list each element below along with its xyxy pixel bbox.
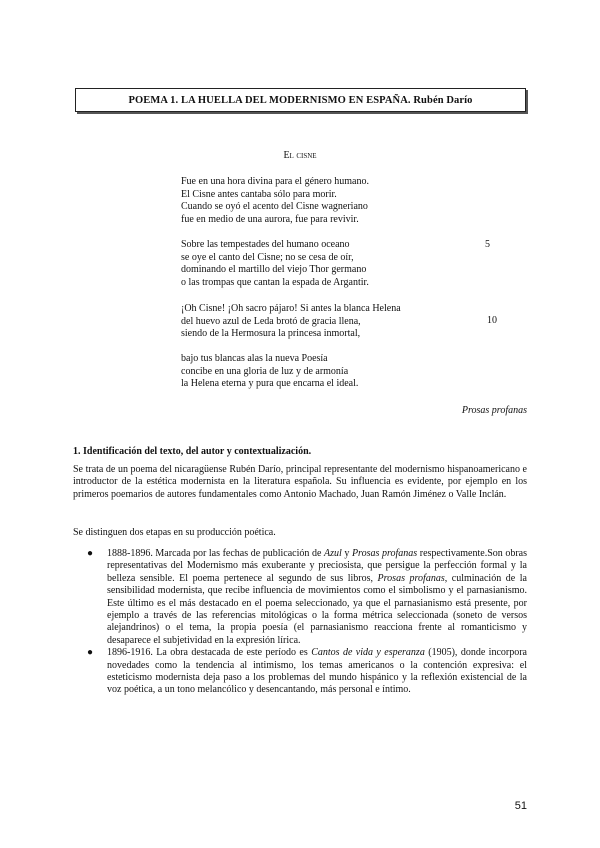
stages-paragraph: Se distinguen dos etapas en su producción poética. [73,527,276,538]
poem-stanza-2 [181,239,369,289]
poem-line: se oye el canto del Cisne; no se cesa de oír, [181,251,354,263]
line-number-5: 5 [485,239,490,250]
poem-line: la Helena eterna y pura que encarna el ideal. [181,378,359,390]
poem-line: Sobre las tempestades del humano oceano [181,239,350,250]
book-title: Azul [324,548,342,559]
book-title: Cantos de vida y esperanza [311,647,425,659]
bullet-text: 1896-1916. La obra destacada de este período es [107,647,312,659]
poem-line: o las trompas que cantan la espada de Argantir. [181,276,369,288]
intro-paragraph: Se trata de un poema del nicaragüense Rubén Darío, principal representante del modernismo hispanoamericano e introductor de la estética modernista en la literatura española. Su influencia es evidente, por ejemplo en los primeros poemarios de autores fundamentales como Antonio Machado, Juan Ramón Jiménez o Valle Inclán. [73,464,527,500]
bullet-text: 1888-1896. Marcada por las fechas de publicación de [107,548,324,559]
list-item [73,548,527,647]
poem-line: Cuando se oyó el acento del Cisne wagneriano [181,201,368,213]
poem-line: del huevo azul de Leda brotó de gracia llena, [181,315,361,327]
poem-stanza-4 [181,353,358,391]
line-number-10: 10 [487,315,497,326]
poem-line: siendo de la Hermosura la princesa inmortal, [181,328,361,340]
poem-line: bajo tus blancas alas la nueva Poesía [181,353,328,364]
list-item [73,647,527,697]
poem-line: ¡Oh Cisne! ¡Oh sacro pájaro! Si antes la blanca Helena [181,303,401,314]
section-title-box [75,88,526,112]
poem-title: El cisne [283,150,317,161]
stages-list [73,548,527,697]
bullet-icon: ● [87,548,94,559]
page-title: POEMA 1. LA HUELLA DEL MODERNISMO EN ESPAÑA. Rubén Darío [128,94,473,106]
poem-line: fue en medio de una aurora, fue para revivir. [181,213,359,225]
book-title: Prosas profanas [351,548,418,559]
poem-line: concibe en una gloria de luz y de armonía [181,365,349,377]
bullet-icon: ● [87,647,94,659]
poem-stanza-3 [181,303,401,341]
poem-source: Prosas profanas [461,405,527,416]
book-title: Prosas profanas [377,572,445,584]
poem-line: Fue en una hora divina para el género humano. [181,176,369,187]
poem-stanza-1 [181,176,369,226]
bullet-text: (1905), donde incorpora novedades como la tendencia al intimismo, los temas americanos o la contención expresiva: el esteticismo modernista deja paso a los problemas del mundo hispánico y la reflexión existencial de la voz poética, a un tono melancólico y desencantando, más personal e íntimo. [107,647,527,696]
bullet-text: respectivamente.Son obras representativas del Modernismo más exuberante y preciosista, que persigue la perfección formal y la belleza sensible. El poema pertenece al segundo de sus libros, [107,548,528,584]
poem-line: dominando el martillo del viejo Thor germano [181,264,367,276]
section-heading: 1. Identificación del texto, del autor y contextualización. [73,446,312,457]
page-number: 51 [514,800,527,812]
poem-line: El Cisne antes cantaba sólo para morir. [181,188,337,200]
bullet-text: y [341,548,352,559]
bullet-text: , culminación de la sensibilidad modernista, que recibe influencia de movimientos como el simbolismo y el parnasianismo. Este último es el más destacado en el poema seleccionado, ya que el parnasianismo está presente, por ejemplo a través de las referencias mitológicas o la forma métrica seleccionada (soneto de versos alejandrinos) o el tema, la propia poesía (el parnasianismo reacciona frente al romanticismo y desaparece el subjetividad en la expresión lírica. [107,572,527,646]
